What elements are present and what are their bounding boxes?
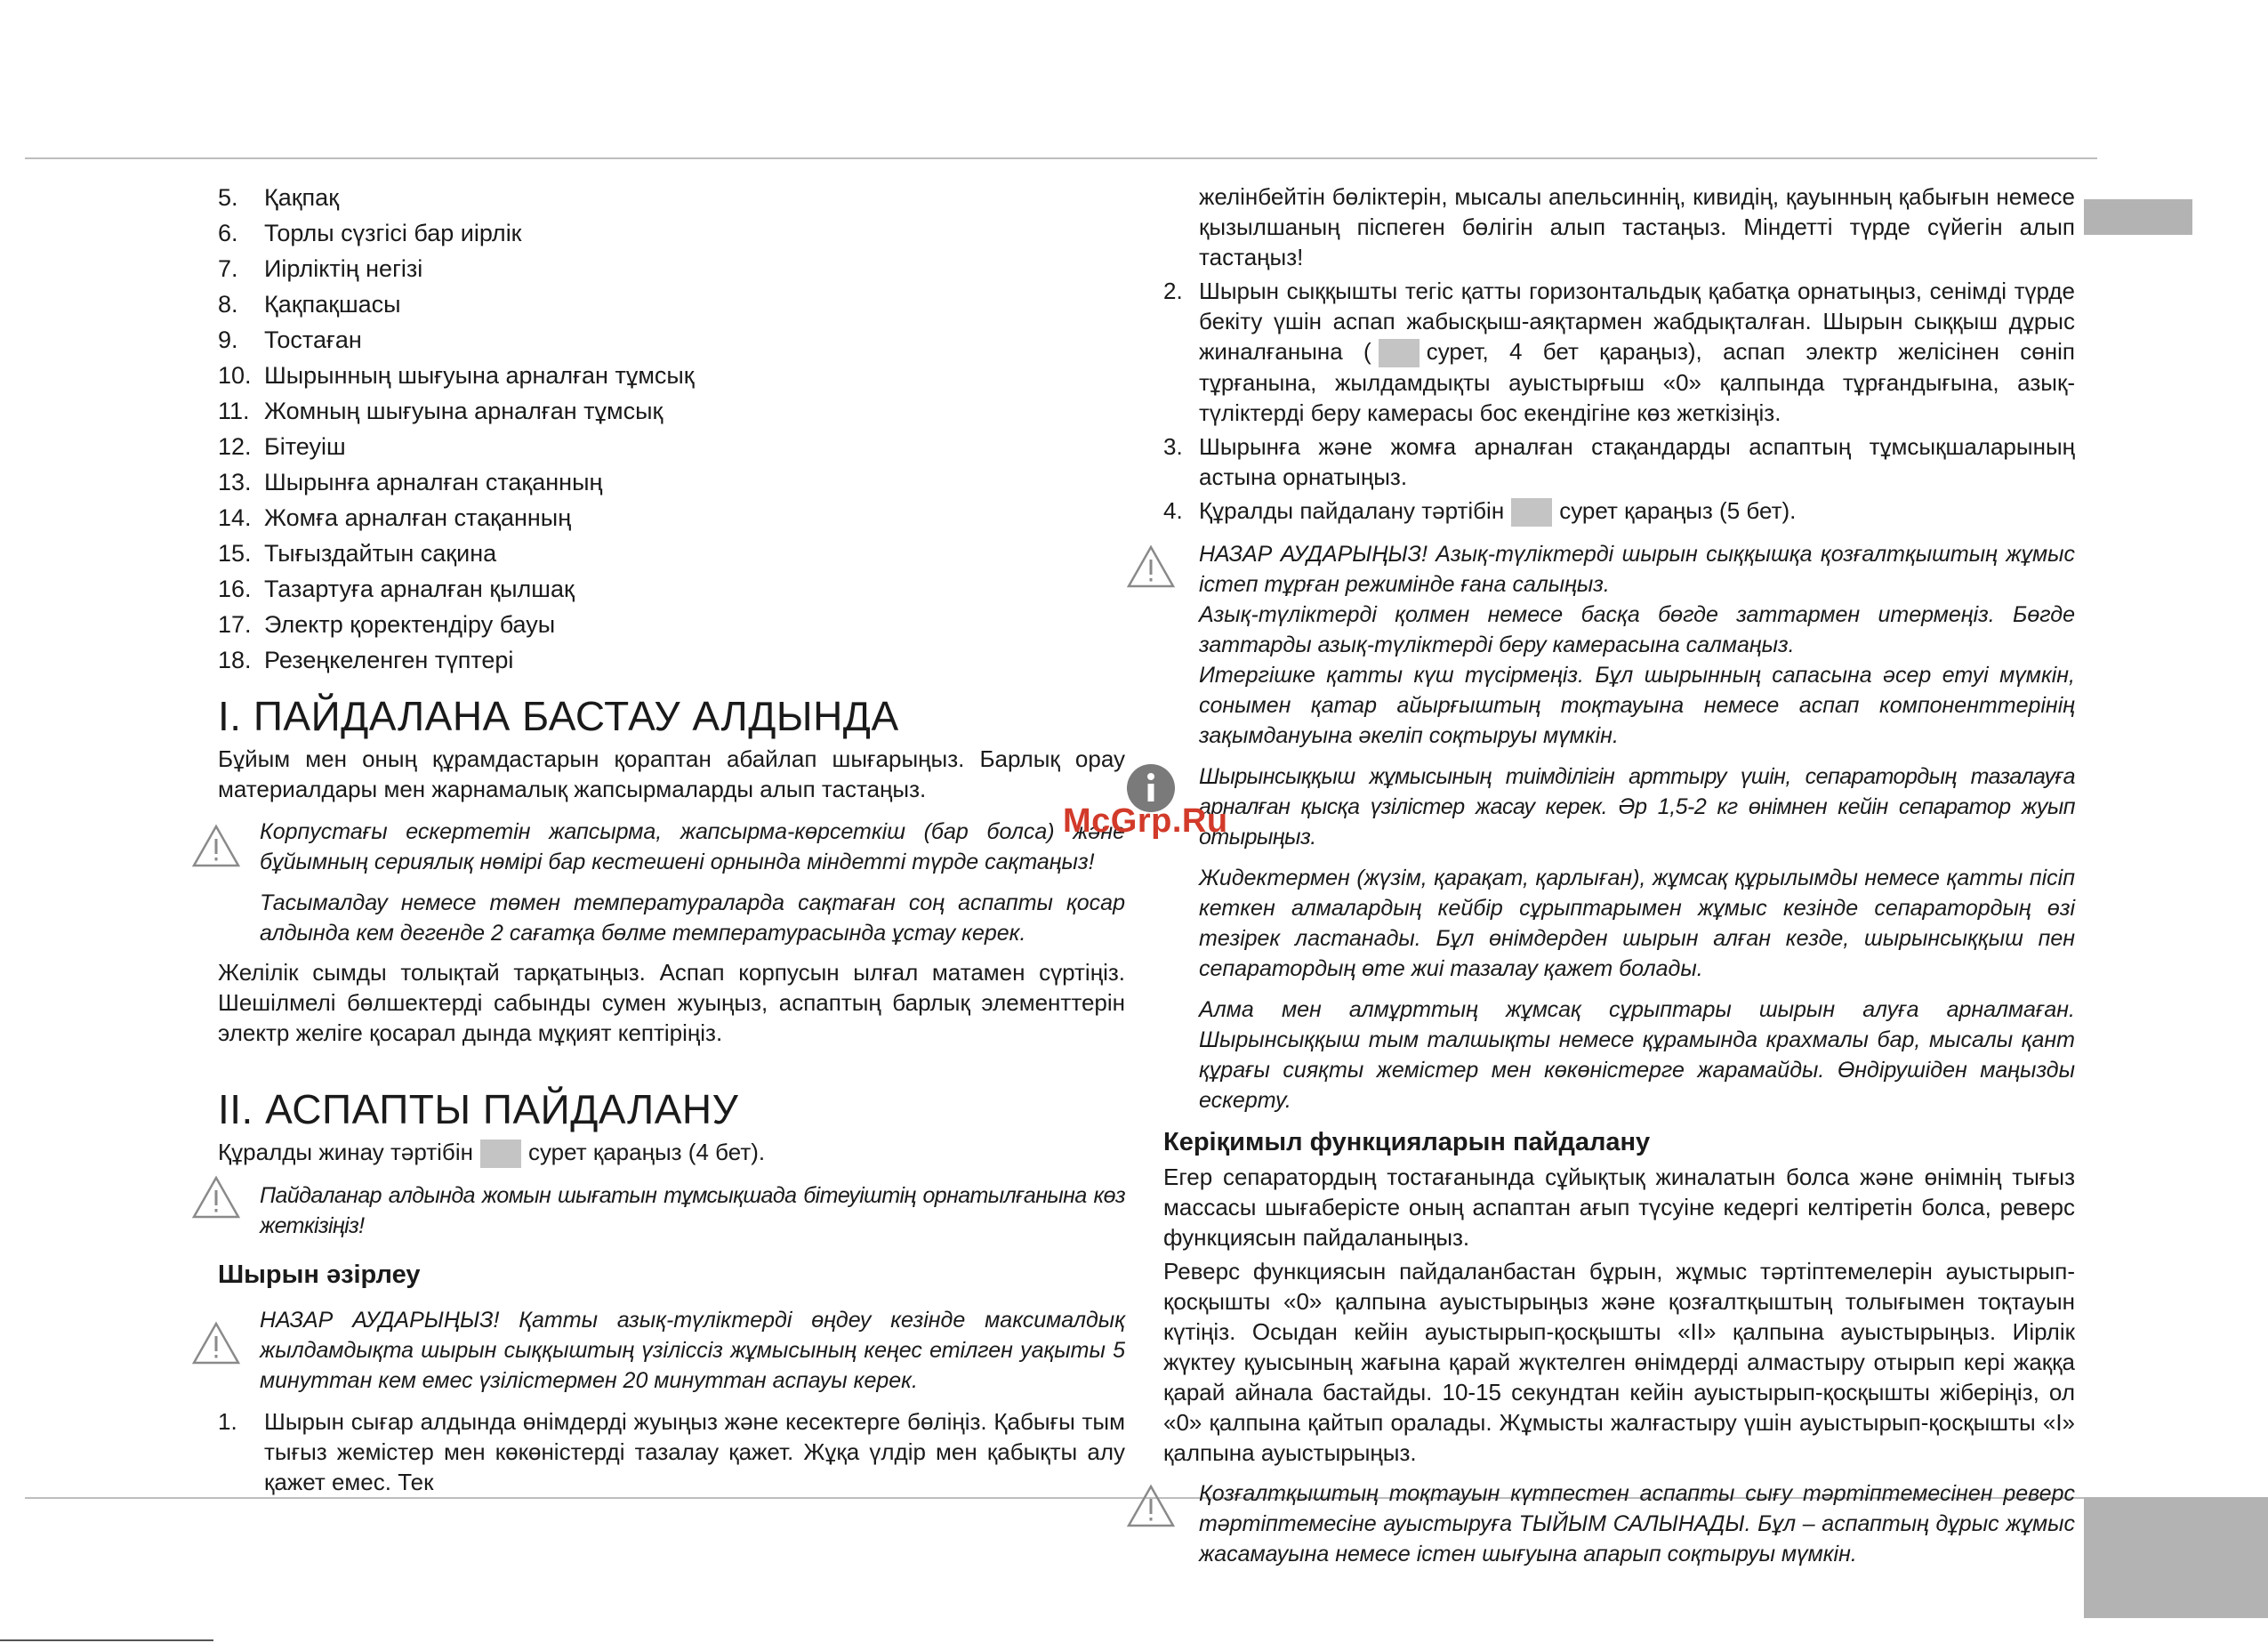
spout-warning	[191, 1180, 1125, 1241]
parts-list-number: 7.	[218, 255, 238, 282]
parts-list-item	[218, 536, 1125, 571]
parts-list-label: Тазартуға арналған қылшақ	[264, 576, 575, 602]
info-text-1: Шырынсыққыш жұмысының тиімділігін арттыру үшін, сепаратордың тазалауға арналған қысқа үзілістер жасау керек. Әр 1,5-2 кг өнімнен кейін сепаратор жуып отырыңыз.	[1199, 764, 2075, 850]
section-title-using: II. АСПАПТЫ ПАЙДАЛАНУ	[218, 1086, 739, 1132]
info-note	[1163, 761, 2075, 1115]
parts-list-number: 14.	[218, 504, 252, 531]
parts-list-label: Қақпақшасы	[264, 291, 401, 318]
attention-note	[1163, 539, 2075, 751]
speed-caution	[191, 1305, 1125, 1396]
parts-list-label: Жомға арналған стақанның	[264, 504, 572, 531]
step-item	[1163, 276, 2075, 428]
section-tab-marker	[2084, 199, 2192, 235]
parts-list-item	[218, 500, 1125, 536]
cleaning-paragraph: Желілік сымды толықтай тарқатыңыз. Аспап корпусын ылғал матамен сүртіңіз. Шешілмелі бөлшектерді сабынды сумен жуыңыз, аспаптың барлық элементтерін электр желіге қосарал дында мұқият кептіріңіз.	[218, 959, 1125, 1046]
parts-list-item	[218, 180, 1125, 215]
step4-text-a: Құралды пайдалану тәртібін	[1199, 497, 1505, 525]
warning-text-temperature: Тасымалдау немесе төмен температураларда сақтаған соң аспапты қосар алдында кем дегенде 2 сағатқа бөлме температурасында ұстау керек.	[260, 890, 1125, 946]
info-text-2: Жидектермен (жүзім, қарақат, қарлыған), жұмсақ құрылымды немесе қатты пісіп кеткен алмалардың кейбір сұрыптарымен жұмыс кезінде сепаратордың өзі тезірек ластанады. Бұл өнімдерден шырын алған кезде, шырынсыққыш пен сепаратордың өте жиі тазалау қажет болады.	[1199, 866, 2075, 982]
speed-caution-text: НАЗАР АУДАРЫҢЫЗ! Қатты азық-түліктерді өңдеу кезінде максималдық жылдамдықта шырын сыққыштың үзіліссіз жұмысының кеңес етілген уақыты 5 минуттан кем емес үзілістермен 20 минуттан аспауы керек.	[260, 1308, 1125, 1394]
step-text: Шырын сыққышты тегіс қатты горизонтальдық қабатқа орнатыңыз, сенімді түрде бекіту үшін аспап жабысқыш-аяқтармен жабдықталған. Шырын сыққыш дұрыс жиналғанына ( сурет, 4 бет қараңыз), аспап электр желісінен сөніп тұрғанына, жылдамдықты ауыстырғыш «0» қалпында тұрғандығына, азық-түліктерді беру камерасы бос екендігіне көз жеткізіңіз.	[1199, 278, 2075, 427]
parts-list-number: 9.	[218, 326, 238, 353]
parts-list-number: 6.	[218, 220, 238, 246]
parts-list-label: Жомның шығуына арналған тұмсық	[264, 398, 664, 424]
step-item	[1163, 431, 2075, 492]
warning-note	[191, 817, 1125, 948]
step-number: 4.	[1163, 497, 1183, 525]
assemble-after: сурет қараңыз (4 бет).	[527, 1139, 766, 1165]
parts-list-item	[218, 642, 1125, 678]
parts-list-item	[218, 286, 1125, 322]
reverse-paragraph-1: Егер сепаратордың тостағанында сұйықтық жиналатын болса және өнімнің тығыз массасы шығаберісте оның аспаптан ағып түсуіне кедергі келтіретін болса, реверс функциясын пайдаланыңыз.	[1163, 1164, 2075, 1252]
step4-text-b: сурет қараңыз (5 бет).	[1559, 497, 1797, 525]
info-text-3: Алма мен алмұрттың жұмсақ сұрыптары шырын алуға арналмаған. Шырынсыққыш тым талшықты немесе құрамында крахмалы бар, мысалы қант құрағы сияқты жемістер мен көкөністерге жарамайды. Өндірушіден маңызды ескерту.	[1199, 997, 2075, 1114]
assemble-instruction	[218, 1137, 1125, 1168]
parts-list-item	[218, 322, 1125, 358]
step-text: Шырынға және жомға арналған стақандарды аспаптың тұмсықшаларының астына орнатыңыз.	[1199, 433, 2075, 491]
prep-steps-left	[218, 1406, 1125, 1497]
parts-list-label: Тығыздайтын сақина	[264, 540, 497, 567]
parts-list-item	[218, 215, 1125, 251]
parts-list-label: Электр қоректендіру бауы	[264, 611, 556, 638]
warning-triangle-icon	[1126, 544, 1176, 589]
warning-text-label: Корпустағы ескертетін жапсырма, жапсырма-көрсеткіш (бар болса) және бұйымның сериялық нөмірі бар кестешені орнында міндетті түрде сақтаңыз!	[260, 819, 1125, 874]
step1-continuation: желінбейтін бөліктерін, мысалы апельсиннің, кивидің, қауынның қабығын немесе қызылшаның піспеген бөлігін алып тастаңыз. Міндетті түрде сүйегін алып тастаңыз!	[1199, 183, 2075, 270]
figure-ref-box	[1379, 339, 1420, 367]
right-column	[1163, 181, 2075, 1569]
step2-text-b: сурет, 4 бет қараңыз), аспап электр желісінен сөніп тұрғанына, жылдамдықты ауыстырғыш «0» қалпында тұрғандығына, азық-түліктерді беру камерасы бос екендігіне көз жеткізіңіз.	[1199, 338, 2075, 427]
attention-text-2: Азық-түліктерді қолмен немесе басқа бөгде заттармен итермеңіз. Бөгде заттарды азық-түліктерді беру камерасына салмаңыз.	[1199, 602, 2075, 658]
parts-list-label: Бітеуіш	[264, 433, 346, 460]
step-number: 1.	[218, 1408, 237, 1436]
prep-steps-right	[1163, 276, 2075, 527]
parts-list-item	[218, 571, 1125, 607]
attention-text-1: НАЗАР АУДАРЫҢЫЗ! Азық-түліктерді шырын сыққышқа қозғалтқыштың жұмыс істеп тұрған режимінде ғана салыңыз.	[1199, 542, 2075, 598]
step-item	[218, 1406, 1125, 1497]
parts-list-number: 11.	[218, 398, 250, 424]
parts-list-number: 8.	[218, 291, 238, 318]
parts-list-number: 16.	[218, 576, 252, 602]
parts-list-number: 10.	[218, 362, 252, 389]
parts-list-item	[218, 251, 1125, 286]
step2-text-a: Шырын сыққышты тегіс қатты горизонтальдық қабатқа орнатыңыз, сенімді түрде бекіту үшін аспап жабысқыш-аяқтармен жабдықталған. Шырын сыққыш дұрыс жиналғанына	[1199, 278, 2075, 365]
warning-triangle-icon	[191, 824, 241, 868]
parts-list-number: 13.	[218, 469, 252, 495]
parts-list-label: Шырынға арналған стақанның	[264, 469, 603, 495]
parts-list-item	[218, 429, 1125, 464]
step-text	[1199, 495, 2075, 527]
footer-rule	[0, 1639, 213, 1641]
figure-ref-box	[480, 1140, 521, 1168]
warning-triangle-icon	[1126, 1484, 1176, 1528]
attention-text-3: Итергішке қатты күш түсірмеңіз. Бұл шырынның сапасына әсер етуі мүмкін, сонымен қатар айырғыштың тоқтауына немесе аспап компоненттерінің зақымдануына әкеліп соқтыруы мүмкін.	[1199, 663, 2075, 749]
page-number-block	[2084, 1497, 2268, 1618]
parts-list-label: Иірліктің негізі	[264, 255, 423, 282]
parts-list-number: 18.	[218, 647, 252, 673]
parts-list-item	[218, 358, 1125, 393]
left-column	[218, 180, 1125, 1497]
top-rule	[25, 157, 2097, 159]
parts-list-label: Қақпақ	[264, 184, 340, 211]
parts-list-number: 5.	[218, 184, 238, 211]
step-number: 3.	[1163, 433, 1183, 461]
reverse-title: Керіқимыл функцияларын пайдалану	[1163, 1128, 1651, 1157]
parts-list-number: 12.	[218, 433, 252, 460]
reverse-warning-text: Қозғалтқыштың тоқтауын күтпестен аспапты сығу тәртіптемесінен реверс тәртіптемесіне ауыстыруға ТЫЙЫМ САЛЫНАДЫ. Бұл – аспаптың дұрыс жұмыс жасамауына немесе істен шығуына апарып соқтыруы мүмкін.	[1199, 1481, 2075, 1567]
figure-ref-box	[1511, 498, 1552, 527]
parts-list-item	[218, 607, 1125, 642]
watermark-text: McGrp.Ru	[1063, 802, 1228, 840]
parts-list-item	[218, 464, 1125, 500]
section-title-before-use: I. ПАЙДАЛАНА БАСТАУ АЛДЫНДА	[218, 693, 899, 739]
parts-list	[218, 180, 1125, 678]
step-number: 2.	[1163, 278, 1183, 304]
warning-triangle-icon	[191, 1175, 241, 1220]
step-item	[1163, 495, 2075, 527]
step-text: Шырын сығар алдында өнімдерді жуыңыз және кесектерге бөліңіз. Қабығы тым тығыз жемістер мен көкөністерді тазалау қажет. Жұқа үлдір мен қабықты алу қажет емес. Тек	[264, 1408, 1125, 1496]
parts-list-label: Шырынның шығуына арналған тұмсық	[264, 362, 695, 389]
parts-list-label: Резеңкеленген түптері	[264, 647, 514, 673]
spout-warning-text: Пайдаланар алдында жомын шығатын тұмсықшада бітеуіштің орнатылғанына көз жеткізіңіз!	[260, 1183, 1125, 1239]
parts-list-number: 15.	[218, 540, 252, 567]
warning-triangle-icon	[191, 1321, 241, 1365]
juice-prep-title: Шырын әзірлеу	[218, 1260, 421, 1290]
reverse-warning	[1163, 1478, 2075, 1569]
parts-list-label: Торлы сүзгісі бар иірлік	[264, 220, 522, 246]
intro-paragraph: Бұйым мен оның құрамдастарын қораптан абайлап шығарыңыз. Барлық орау материалдары мен жарнамалық жапсырмаларды алып тастаңыз.	[218, 745, 1125, 802]
parts-list-number: 17.	[218, 611, 252, 638]
parts-list-label: Тостаған	[264, 326, 362, 353]
assemble-before: Құралды жинау тәртібін	[218, 1139, 473, 1165]
parts-list-item	[218, 393, 1125, 429]
reverse-paragraph-2: Реверс функциясын пайдаланбастан бұрын, жұмыс тәртіптемелерін ауыстырып-қосқышты «0» қалпына ауыстырыңыз және қозғалтқыштың толығымен тоқтауын күтіңіз. Осыдан кейін ауыстырып-қосқышты «II» қалпына ауыстырыңыз. Иірлік жүктеу қуысының жағына қарай жүктелген өнімдерді алмастыру отырып кері жаққа қарай айнала бастайды. 10-15 секундтан кейін ауыстырып-қосқышты жіберіңіз, ол «0» қалпына қайтып оралады. Жұмысты жалғастыру үшін ауыстырып-қосқышты «I» қалпына ауыстырыңыз.	[1163, 1258, 2075, 1467]
